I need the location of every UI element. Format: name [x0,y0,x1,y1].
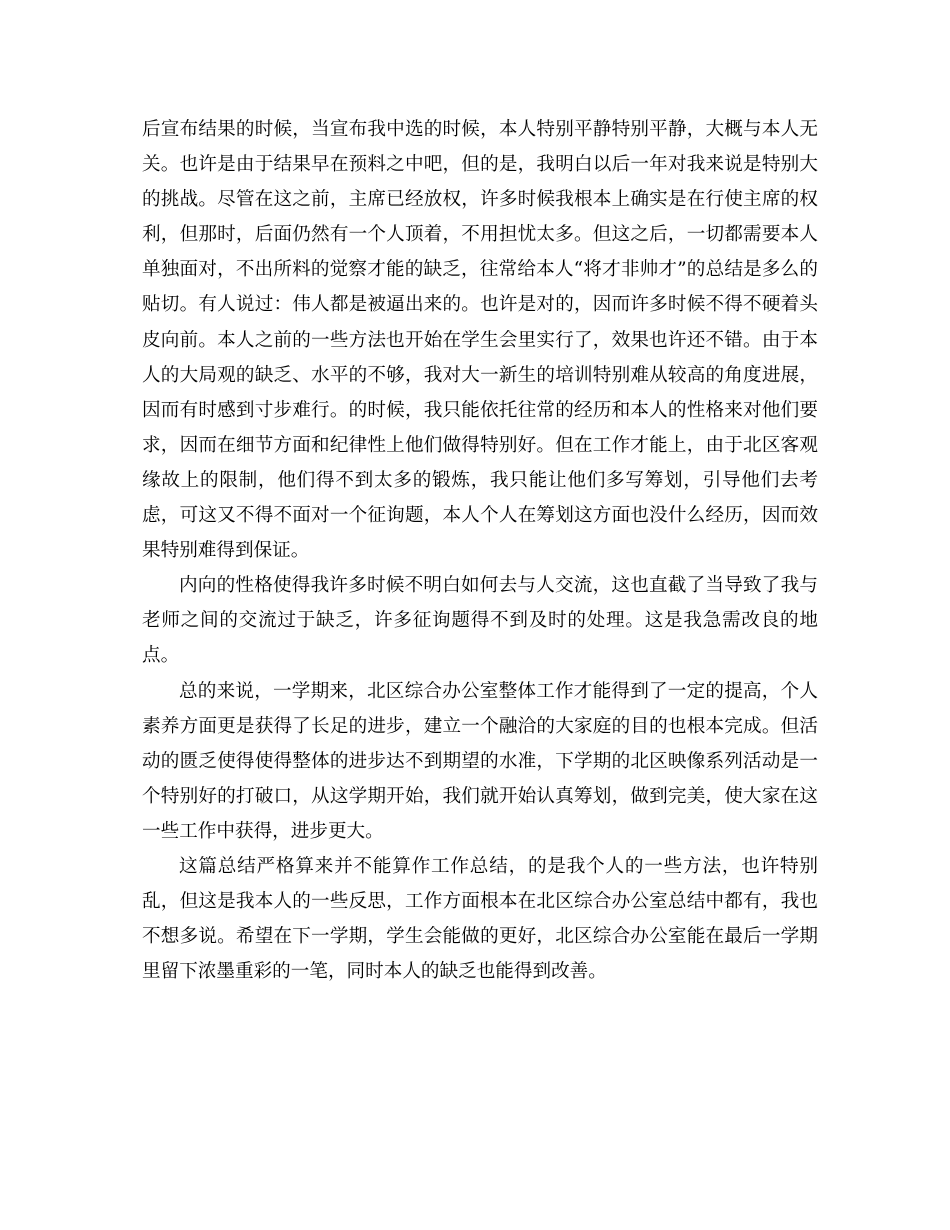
paragraph-3: 总的来说，一学期来，北区综合办公室整体工作才能得到了一定的提高，个人素养方面更是获得了长足的进步，建立一个融洽的大家庭的目的也根本完成。但活动的匮乏使得使得整体的进步达不到期望的水准，下学期的北区映像系列活动是一个特别好的打破口，从这学期开始，我们就开始认真筹划，做到完美，使大家在这一些工作中获得，进步更大。 [142,680,818,842]
document-body [142,112,818,989]
paragraph-1: 后宣布结果的时候，当宣布我中选的时候，本人特别平静特别平静，大概与本人无关。也许是由于结果早在预料之中吧，但的是，我明白以后一年对我来说是特别大的挑战。尽管在这之前，主席已经放权，许多时候我根本上确实是在行使主席的权利，但那时，后面仍然有一个人顶着，不用担忧太多。但这之后，一切都需要本人单独面对，不出所料的觉察才能的缺乏，往常给本人“将才非帅才”的总结是多么的贴切。有人说过：伟人都是被逼出来的。也许是对的，因而许多时候不得不硬着头皮向前。本人之前的一些方法也开始在学生会里实行了，效果也许还不错。由于本人的大局观的缺乏、水平的不够，我对大一新生的培训特别难从较高的角度进展，因而有时感到寸步难行。的时候，我只能依托往常的经历和本人的性格来对他们要求，因而在细节方面和纪律性上他们做得特别好。但在工作才能上，由于北区客观缘故上的限制，他们得不到太多的锻炼，我只能让他们多写筹划，引导他们去考虑，可这又不得不面对一个征询题，本人个人在筹划这方面也没什么经历，因而效果特别难得到保证。 [142,119,818,562]
paragraph-2: 内向的性格使得我许多时候不明白如何去与人交流，这也直截了当导致了我与老师之间的交流过于缺乏，许多征询题得不到及时的处理。这是我急需改良的地点。 [142,575,818,667]
paragraph-4: 这篇总结严格算来并不能算作工作总结，的是我个人的一些方法，也许特别乱，但这是我本人的一些反思，工作方面根本在北区综合办公室总结中都有，我也不想多说。希望在下一学期，学生会能做的更好，北区综合办公室能在最后一学期里留下浓墨重彩的一笔，同时本人的缺乏也能得到改善。 [142,855,818,983]
